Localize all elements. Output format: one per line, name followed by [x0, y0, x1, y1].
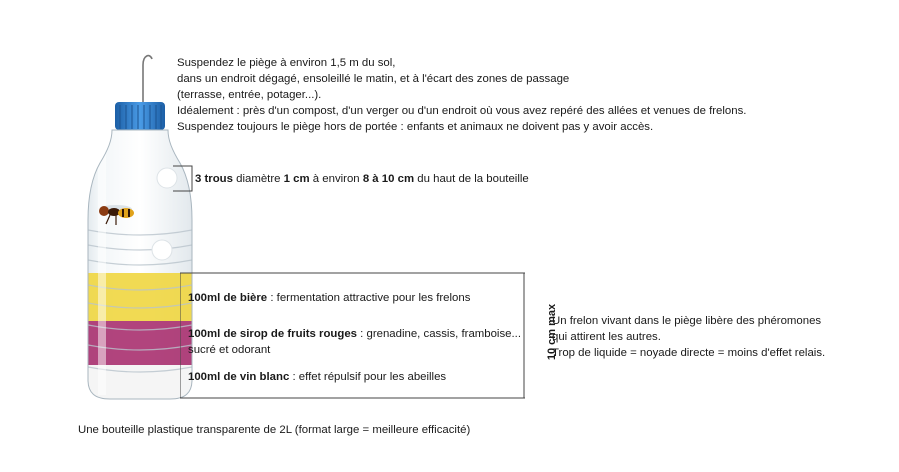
- layer-syrup-extra: sucré et odorant: [188, 344, 271, 356]
- holes-count: 3 trous: [195, 173, 233, 185]
- layer-text: : grenadine, cassis, framboise...: [357, 328, 521, 340]
- layer-text: : effet répulsif pour les abeilles: [289, 371, 447, 383]
- holes-text: à environ: [309, 173, 363, 185]
- bottle-caption: Une bouteille plastique transparente de 2L (format large = meilleure efficacité): [78, 424, 471, 436]
- layer-text: : fermentation attractive pour les frelons: [267, 292, 471, 304]
- holes-range: 8 à 10 cm: [362, 173, 415, 185]
- intro-text: [177, 55, 746, 135]
- intro-line: Idéalement : près d'un compost, d'un verger ou d'un endroit où vous avez repéré des allées et venues de frelons.: [177, 105, 747, 117]
- side-note-line: qui attirent les autres.: [552, 331, 661, 343]
- bottle-cap: [115, 102, 165, 130]
- layer-title: 100ml de vin blanc: [188, 371, 290, 383]
- layer-title: 100ml de bière: [188, 292, 268, 304]
- holes-size: 1 cm: [283, 173, 310, 185]
- intro-line: Suspendez toujours le piège hors de portée : enfants et animaux ne doivent pas y avoir accès.: [177, 121, 654, 133]
- intro-line: dans un endroit dégagé, ensoleillé le matin, et à l'écart des zones de passage: [177, 73, 570, 85]
- intro-line: (terrasse, entrée, potager...).: [177, 89, 322, 101]
- side-note-line: Un frelon vivant dans le piège libère des phéromones: [552, 315, 822, 327]
- intro-line: Suspendez le piège à environ 1,5 m du sol,: [177, 57, 396, 69]
- holes-text: diamètre: [232, 173, 284, 185]
- hole: [152, 240, 172, 260]
- layer-title: 100ml de sirop de fruits rouges: [188, 328, 358, 340]
- holes-text: du haut de la bouteille: [414, 173, 529, 185]
- measure-label: 10 cm max: [546, 303, 558, 361]
- layer-syrup-description: [188, 326, 521, 342]
- side-note: [552, 313, 825, 361]
- side-note-line: Trop de liquide = noyade directe = moins d'effet relais.: [552, 347, 826, 359]
- layer-beer-description: [188, 290, 470, 306]
- layer-wine-description: [188, 369, 446, 385]
- holes-description: [195, 171, 529, 187]
- hanging-hook: [143, 56, 152, 103]
